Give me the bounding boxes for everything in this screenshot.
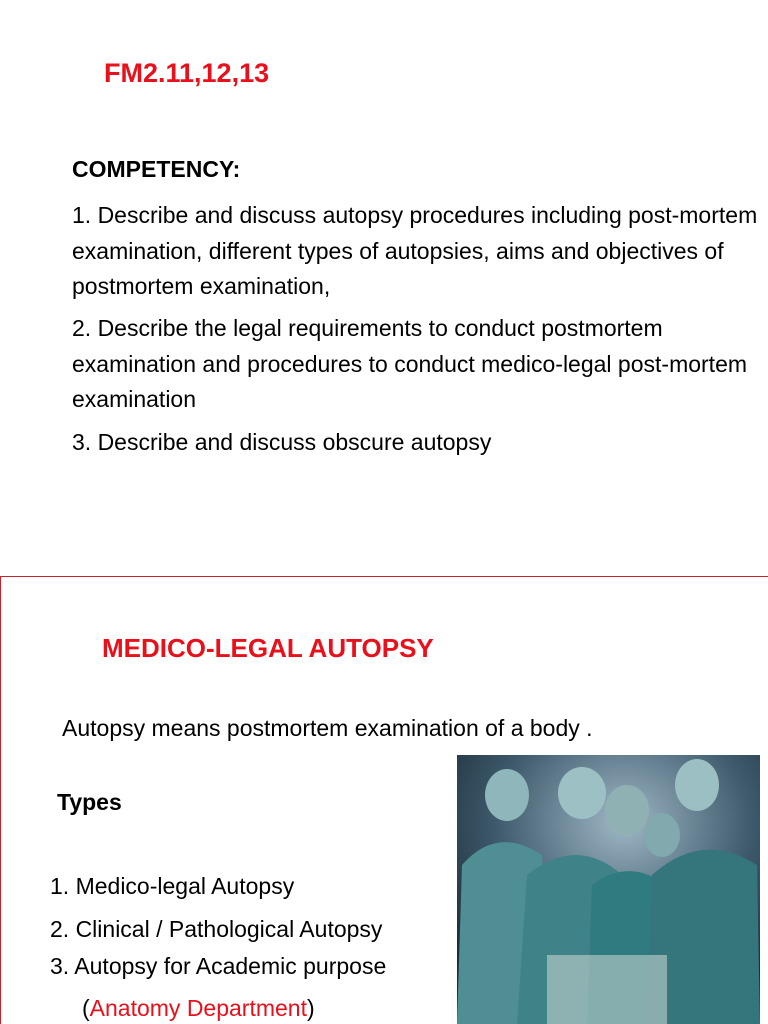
paren-open: ( [82,995,90,1021]
slide-divider [0,576,768,577]
slide-border-left [0,577,1,1024]
types-heading: Types [57,789,122,815]
competency-heading: COMPETENCY: [72,156,241,182]
department-name: Anatomy Department [89,995,307,1021]
competency-item-1: 1. Describe and discuss autopsy procedures including post-mortem examination, different types of autopsies, aims and objectives of postmortem examination, [72,202,758,299]
type-item-3: 3. Autopsy for Academic purpose [50,953,387,979]
autopsy-definition: Autopsy means postmortem examination of a body . [62,715,593,741]
paren-close: ) [307,995,315,1021]
course-code: FM2.11,12,13 [104,58,270,88]
competency-item-2: 2. Describe the legal requirements to conduct postmortem examination and procedures to conduct medico-legal post-mortem examination [72,315,748,412]
surgery-team-photo [457,755,760,1024]
type-item-1: 1. Medico-legal Autopsy [50,873,295,899]
slide-title: MEDICO-LEGAL AUTOPSY [102,633,434,663]
type-item-3-note [82,995,315,1022]
competency-item-3: 3. Describe and discuss obscure autopsy [72,429,492,455]
type-item-2: 2. Clinical / Pathological Autopsy [50,916,383,942]
